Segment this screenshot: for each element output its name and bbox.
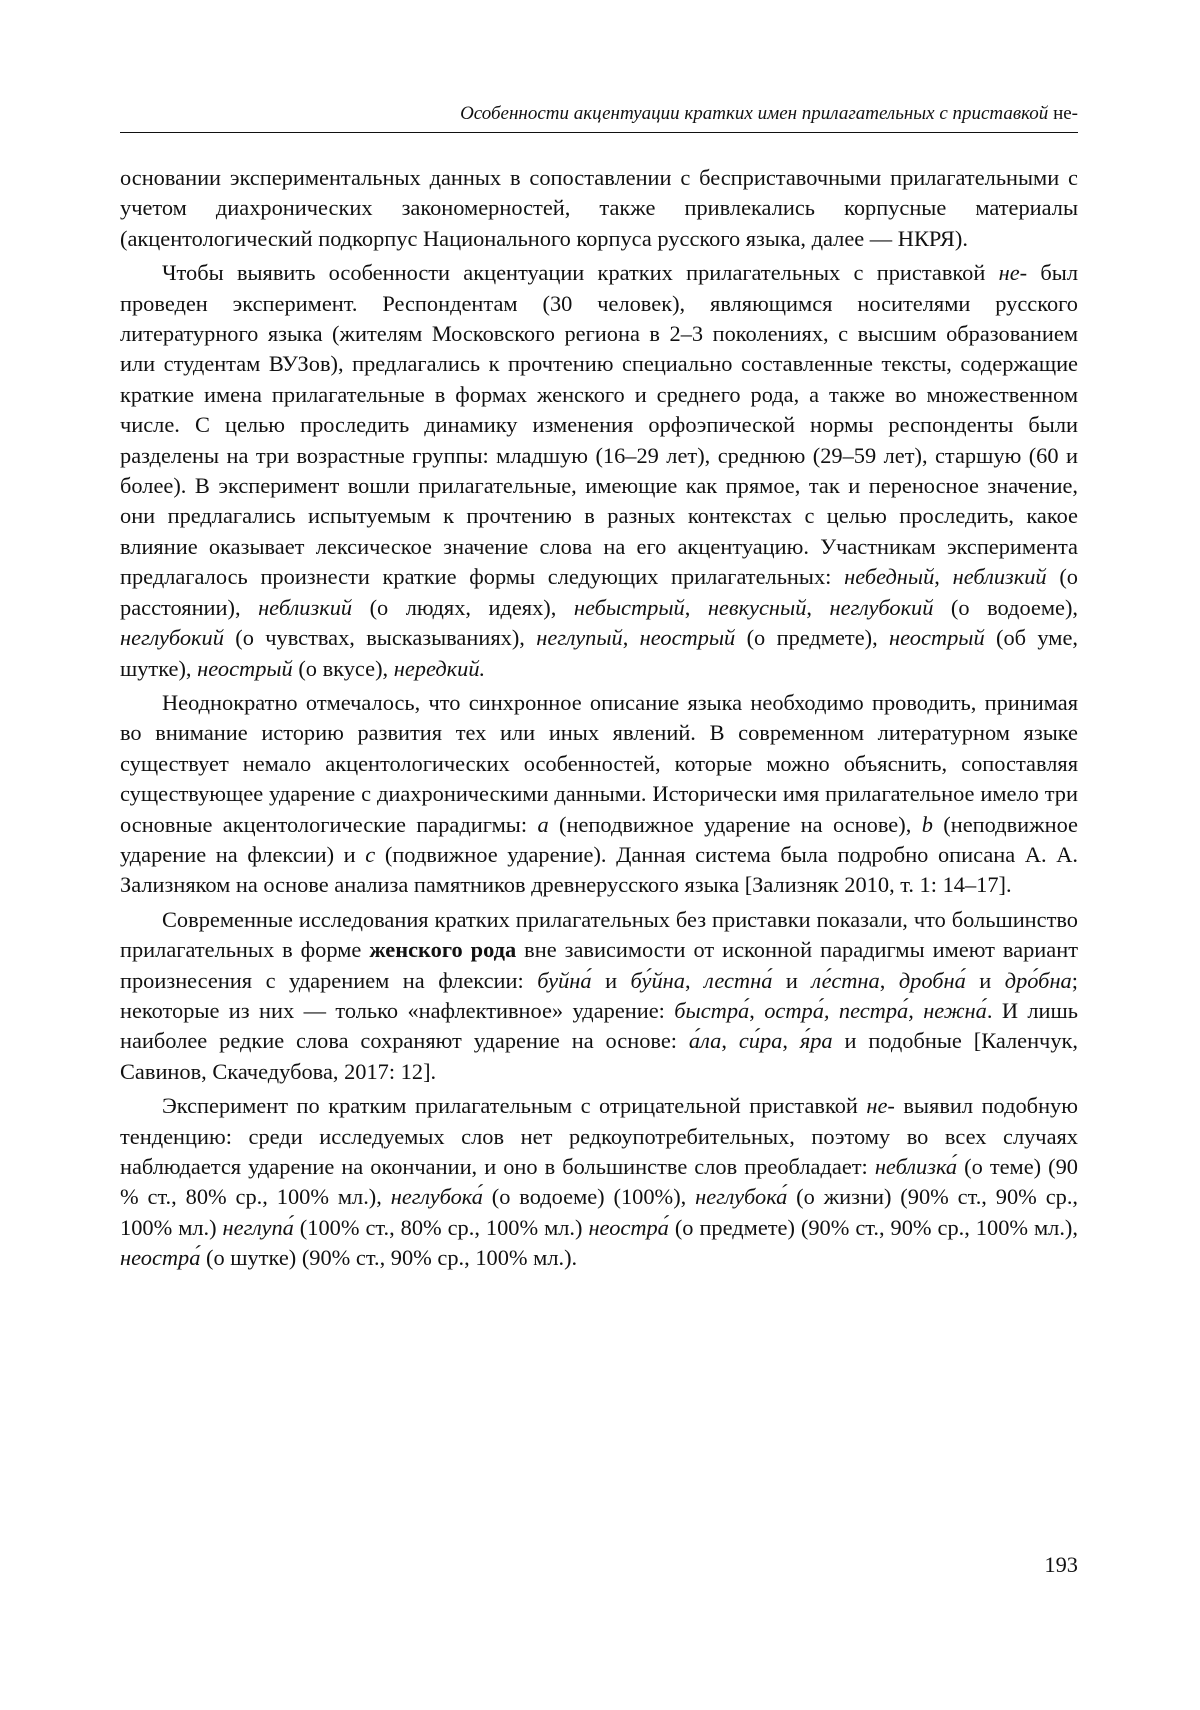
- italic-run: неблизкий: [952, 564, 1047, 590]
- italic-run: не-: [998, 260, 1028, 286]
- italic-run: небедный: [844, 564, 935, 590]
- text-run: (о теме) (90 % ст., 80% ср., 100% мл.),: [120, 1154, 1079, 1210]
- italic-run: b: [921, 811, 933, 837]
- italic-run: быстра́: [674, 997, 750, 1023]
- text-run: и подобные [Каленчук, Савинов, Скачедубова, 2017: 12].: [120, 1028, 1078, 1084]
- running-header-title: Особенности акцентуации кратких имен прилагательных с приставкой: [460, 103, 1054, 124]
- text-run: Чтобы выявить особенности акцентуации кратких прилагательных с приставкой: [162, 260, 999, 286]
- text-run: Эксперимент по кратким прилагательным с отрицательной приставкой: [162, 1093, 867, 1119]
- text-run: Современные исследования кратких прилагательных без приставки показали, что большинство прилагательных в форме: [120, 906, 1078, 963]
- italic-run: дро́бна: [1004, 967, 1072, 993]
- paragraph: [120, 905, 1078, 1087]
- text-run: и: [591, 967, 631, 993]
- italic-run: неострый: [889, 625, 985, 651]
- body-text: [120, 163, 1078, 1278]
- text-run: (о жизни) (90% ст., 90% ср., 100% мл.): [120, 1184, 1079, 1240]
- text-run: ; некоторые из них — только «нафлективное» ударение:: [120, 967, 1078, 1023]
- text-run: был проведен эксперимент. Респондентам (30 человек), являющимся носителями русского литературного языка (жителям Московского региона в 2–3 поколениях, с высшим образованием или студентам ВУЗов), предлагались к прочтению специально составленные тексты, содержащие краткие имена прилагательные в формах женского и среднего рода, а также во множественном числе. С целью проследить динамику изменения орфоэпической нормы респонденты были разделены на три возрастные группы: младшую (16–29 лет), среднюю (29–59 лет), старшую (60 и более). В эксперимент вошли прилагательные, имеющие как прямое, так и переносное значение, они предлагались испытуемым к прочтению в разных контекстах с целью проследить, какое влияние оказывает лексическое значение слова на его акцентуацию. Участникам эксперимента предлагалось произнести краткие формы следующих прилагательных:: [120, 260, 1078, 590]
- running-header: [120, 100, 1078, 128]
- italic-run: ле́стна: [811, 967, 880, 993]
- text-run: (неподвижное ударение на основе),: [548, 811, 922, 837]
- italic-run: неглубока́: [695, 1184, 788, 1210]
- text-run: ,: [782, 1028, 800, 1054]
- italic-run: остра́, пестра́, нежна́: [764, 997, 987, 1023]
- italic-run: a: [537, 811, 549, 837]
- text-run: (о водоеме),: [933, 594, 1079, 620]
- text-run: (о людях, идеях),: [352, 594, 574, 620]
- header-rule: [120, 132, 1078, 133]
- italic-run: неглупый: [536, 625, 623, 651]
- italic-run: бу́йна: [630, 967, 685, 993]
- text-run: (о чувствах, высказываниях),: [223, 625, 537, 651]
- italic-run: си́ра: [738, 1028, 783, 1054]
- paragraph: [120, 163, 1078, 254]
- text-run: и: [772, 967, 812, 993]
- text-run: (о расстоянии),: [120, 564, 1078, 620]
- text-run: (о вкусе),: [292, 655, 394, 681]
- text-run: ,: [934, 564, 953, 590]
- paragraph: [120, 258, 1078, 684]
- italic-run: c: [365, 841, 376, 867]
- italic-run: неглубокий: [120, 625, 224, 651]
- text-run: (о предмете) (90% ст., 90% ср., 100% мл.),: [668, 1214, 1078, 1240]
- text-run: Неоднократно отмечалось, что синхронное описание языка необходимо проводить, принимая во внимание историю развития тех или иных явлений. В современном литературном языке существует немало акцентологических особенностей, которые можно объяснить, сопоставляя существующее ударение с диахроническими данными. Исторически имя прилагательное имело три основные акцентологические парадигмы:: [120, 689, 1078, 837]
- text-run: ,: [684, 594, 708, 620]
- text-run: (о водоеме) (100%),: [482, 1184, 696, 1210]
- italic-run: нередкий.: [393, 655, 486, 681]
- text-run: ,: [879, 967, 899, 993]
- italic-run: лестна́: [704, 967, 773, 993]
- bold-run: женского рода: [369, 937, 517, 963]
- italic-run: неостра́: [120, 1245, 201, 1271]
- italic-run: а́ла: [688, 1028, 722, 1054]
- italic-run: я́ра: [799, 1028, 833, 1054]
- italic-run: неострый: [197, 655, 293, 681]
- italic-run: дробна́: [898, 967, 966, 993]
- italic-run: буйна́: [537, 967, 592, 993]
- paragraph: [120, 1091, 1078, 1273]
- text-run: ,: [806, 594, 830, 620]
- text-run: (подвижное ударение). Данная система была подробно описана А. А. Зализняком на основе анализа памятников древнерусского языка [Зализняк 2010, т. 1: 14–17].: [120, 841, 1079, 898]
- italic-run: неострый: [639, 625, 736, 651]
- page-number: 193: [1044, 1552, 1078, 1577]
- italic-run: неглупа́: [222, 1214, 294, 1240]
- text-run: ,: [622, 625, 640, 651]
- text-run: (о предмете),: [735, 625, 890, 651]
- text-run: (о шутке) (90% ст., 90% ср., 100% мл.).: [200, 1245, 578, 1271]
- text-run: (об уме, шутке),: [120, 625, 1078, 681]
- text-run: ,: [684, 967, 705, 993]
- italic-run: небыстрый: [573, 594, 685, 620]
- text-run: (100% ст., 80% ср., 100% мл.): [293, 1214, 589, 1240]
- text-run: вне зависимости от исконной парадигмы имеют вариант произнесения с ударением на флексии:: [120, 937, 1078, 993]
- italic-run: не-: [866, 1093, 895, 1119]
- italic-run: неблизка́: [874, 1154, 958, 1179]
- text-run: ,: [721, 1028, 739, 1054]
- running-header-prefix: не-: [1053, 103, 1078, 124]
- text-run: и: [965, 967, 1005, 993]
- italic-run: неблизкий: [258, 594, 353, 620]
- text-run: выявил подобную тенденцию: среди исследуемых слов нет редкоупотребительных, поэтому во всех случаях наблюдается ударение на окончании, и оно в большинстве слов преобладает:: [120, 1093, 1078, 1179]
- italic-run: невкусный: [707, 594, 807, 620]
- italic-run: неглубокий: [829, 594, 934, 620]
- italic-run: неостра́: [588, 1214, 669, 1240]
- text-run: основании экспериментальных данных в сопоставлении с бесприставочными прилагательными с учетом диахронических закономерностей, также привлекались корпусные материалы (акцентологический подкорпус Национального корпуса русского языка, далее — НКРЯ).: [120, 165, 1078, 251]
- text-run: . И лишь наиболее редкие слова сохраняют ударение на основе:: [120, 997, 1078, 1054]
- text-run: (неподвижное ударение на флексии) и: [120, 811, 1078, 867]
- text-run: ,: [749, 997, 765, 1023]
- paragraph: [120, 688, 1078, 901]
- italic-run: неглубока́: [390, 1184, 483, 1210]
